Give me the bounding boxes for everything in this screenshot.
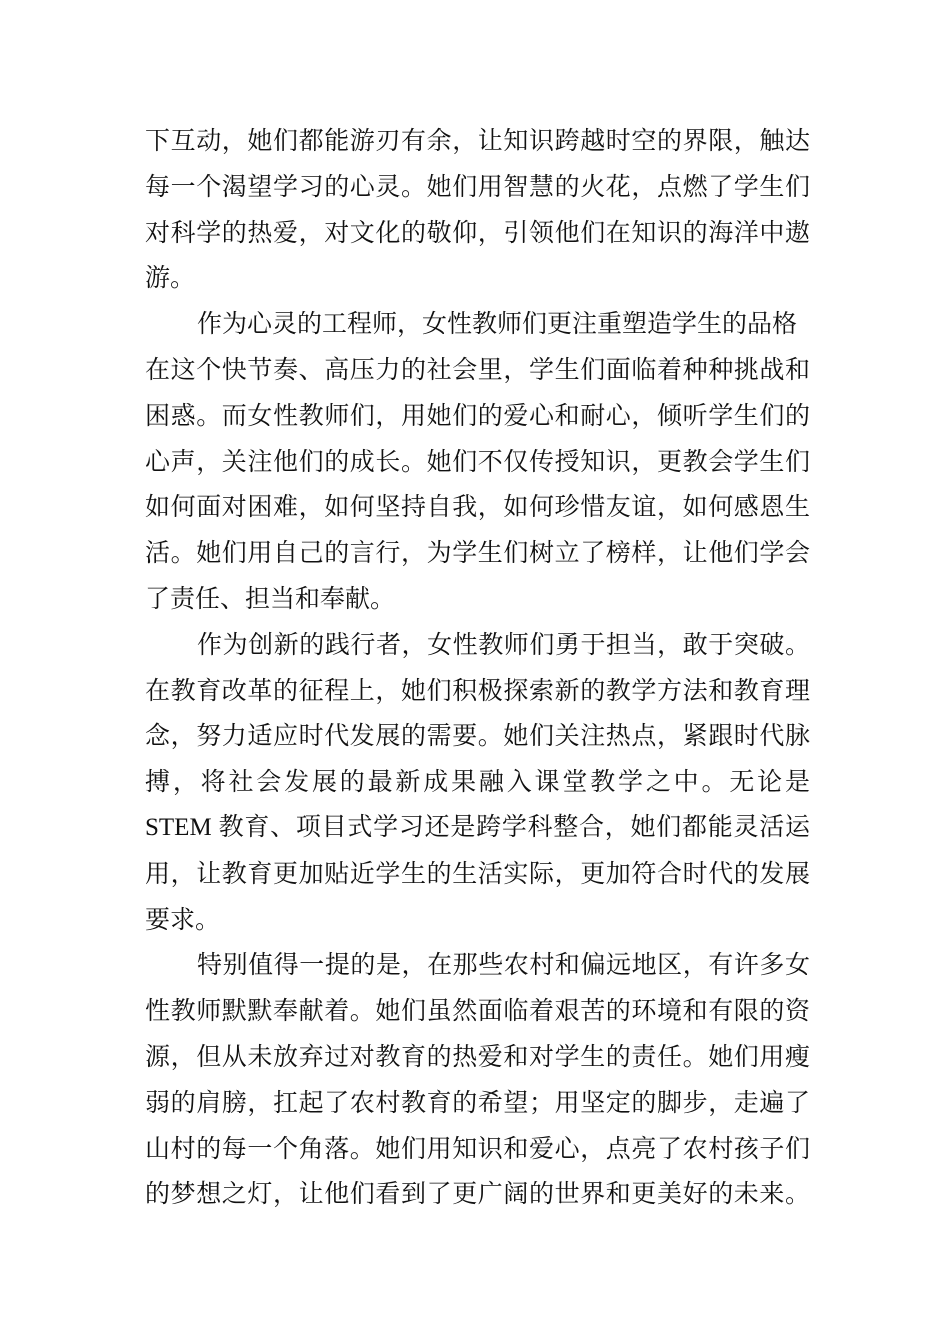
text-line: 搏，将社会发展的最新成果融入课堂教学之中。无论是 xyxy=(145,767,810,797)
text-line: 下互动，她们都能游刃有余，让知识跨越时空的界限，触达 xyxy=(145,126,810,155)
text-line: 作为心灵的工程师，女性教师们更注重塑造学生的品格 xyxy=(197,309,798,339)
text-line: 活。她们用自己的言行，为学生们树立了榜样，让他们学会 xyxy=(145,538,810,568)
text-line: 作为创新的践行者，女性教师们勇于担当，敢于突破。 xyxy=(197,629,810,659)
paragraph-3 xyxy=(145,622,810,943)
text-line: 如何面对困难，如何坚持自我，如何珍惜友谊，如何感恩生 xyxy=(145,492,810,522)
paragraph-1 xyxy=(145,118,810,301)
text-line: 性教师默默奉献着。她们虽然面临着艰苦的环境和有限的资 xyxy=(145,996,810,1026)
text-line: 特别值得一提的是，在那些农村和偏远地区，有许多女 xyxy=(197,950,810,980)
text-line: 在教育改革的征程上，她们积极探索新的教学方法和教育理 xyxy=(145,675,810,705)
text-line: STEM 教育、项目式学习还是跨学科整合，她们都能灵活运 xyxy=(145,813,810,841)
text-line: 源，但从未放弃过对教育的热爱和对学生的责任。她们用瘦 xyxy=(145,1041,810,1071)
text-line: 每一个渴望学习的心灵。她们用智慧的火花，点燃了学生们 xyxy=(145,171,810,201)
text-line: 对科学的热爱，对文化的敬仰，引领他们在知识的海洋中遨 xyxy=(145,217,810,247)
text-line: 山村的每一个角落。她们用知识和爱心，点亮了农村孩子们 xyxy=(145,1133,810,1163)
text-line: 困惑。而女性教师们，用她们的爱心和耐心，倾听学生们的 xyxy=(145,400,810,430)
text-line: 念，努力适应时代发展的需要。她们关注热点，紧跟时代脉 xyxy=(145,721,810,751)
text-line: 的梦想之灯，让他们看到了更广阔的世界和更美好的未来。 xyxy=(145,1179,810,1209)
text-line: 用，让教育更加贴近学生的生活实际，更加符合时代的发展 xyxy=(145,858,810,888)
text-line: 弱的肩膀，扛起了农村教育的希望；用坚定的脚步，走遍了 xyxy=(145,1087,810,1117)
paragraph-2 xyxy=(145,301,810,622)
text-line: 心声，关注他们的成长。她们不仅传授知识，更教会学生们 xyxy=(145,446,810,476)
text-line: 了责任、担当和奉献。 xyxy=(145,583,396,613)
text-line: 在这个快节奏、高压力的社会里，学生们面临着种种挑战和 xyxy=(145,354,810,384)
text-line: 要求。 xyxy=(145,904,221,934)
document-body xyxy=(145,118,810,1217)
text-line: 游。 xyxy=(145,263,196,293)
paragraph-4 xyxy=(145,942,810,1217)
